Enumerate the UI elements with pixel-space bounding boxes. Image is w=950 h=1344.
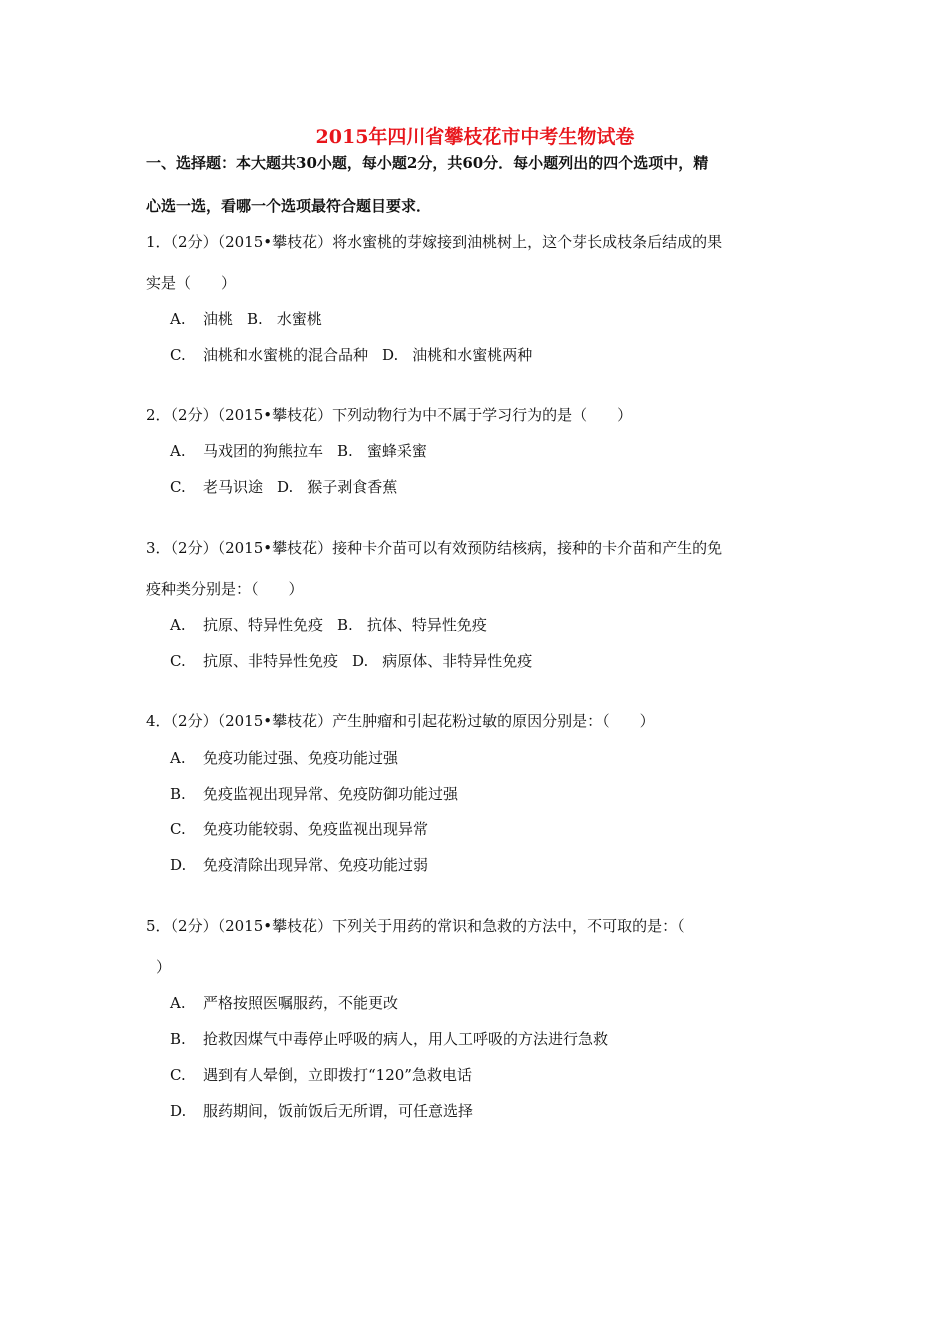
section-instructions-line-1: 一、选择题：本大题共30小题，每小题2分，共60分．每小题列出的四个选项中，精: [146, 154, 709, 172]
option-label: B.: [337, 442, 353, 460]
question-3-stem-cont: 疫种类分别是：（ ）: [146, 580, 304, 598]
option-label: D.: [352, 652, 369, 670]
question-4-option-b: [170, 783, 458, 804]
option-label: A.: [170, 994, 186, 1012]
question-5-stem: 5．（2分）（2015•攀枝花）下列关于用药的常识和急救的方法中，不可取的是：（: [146, 917, 685, 935]
question-4-option-a: [170, 747, 398, 768]
option-text: 油桃: [203, 310, 234, 328]
option-label: A.: [170, 616, 186, 634]
question-4-option-d: [170, 854, 428, 875]
question-5-option-a: [170, 992, 398, 1013]
option-text: 马戏团的狗熊拉车: [203, 442, 324, 460]
option-label: A.: [170, 749, 186, 767]
option-text: 免疫清除出现异常、免疫功能过弱: [203, 856, 429, 874]
option-text: 猴子剥食香蕉: [307, 478, 398, 496]
option-label: A.: [170, 442, 186, 460]
option-label: B.: [247, 310, 263, 328]
option-label: C.: [170, 1066, 186, 1084]
option-label: D.: [382, 346, 399, 364]
option-label: B.: [337, 616, 353, 634]
option-text: 病原体、非特异性免疫: [382, 652, 533, 670]
option-text: 免疫监视出现异常、免疫防御功能过强: [203, 785, 459, 803]
question-2-options-row-2: [170, 476, 397, 497]
option-label: C.: [170, 478, 186, 496]
question-3-stem: 3．（2分）（2015•攀枝花）接种卡介苗可以有效预防结核病，接种的卡介苗和产生的免: [146, 539, 723, 557]
option-text: 抗体、特异性免疫: [366, 616, 487, 634]
exam-title: 2015年四川省攀枝花市中考生物试卷: [315, 126, 635, 148]
question-3-options-row-1: [170, 614, 487, 635]
option-text: 服药期间，饭前饭后无所谓，可任意选择: [203, 1102, 474, 1120]
option-text: 免疫功能较弱、免疫监视出现异常: [203, 820, 429, 838]
question-1-options-row-2: [170, 344, 532, 365]
question-5-option-b: [170, 1028, 608, 1049]
option-label: B.: [170, 785, 186, 803]
question-1-stem-cont: 实是（ ）: [146, 274, 237, 292]
option-label: A.: [170, 310, 186, 328]
question-3-options-row-2: [170, 650, 532, 671]
option-label: C.: [170, 652, 186, 670]
question-2-stem: 2．（2分）（2015•攀枝花）下列动物行为中不属于学习行为的是（ ）: [146, 406, 633, 424]
option-text: 蜜蜂采蜜: [366, 442, 427, 460]
question-2-options-row-1: [170, 440, 427, 461]
option-label: C.: [170, 346, 186, 364]
option-text: 抢救因煤气中毒停止呼吸的病人，用人工呼吸的方法进行急救: [203, 1030, 609, 1048]
section-instructions-line-2: 心选一选，看哪一个选项最符合题目要求．: [146, 197, 432, 215]
option-text: 油桃和水蜜桃的混合品种: [203, 346, 369, 364]
option-text: 油桃和水蜜桃两种: [412, 346, 533, 364]
option-text: 抗原、特异性免疫: [203, 616, 324, 634]
question-1-options-row-1: [170, 308, 322, 329]
option-text: 遇到有人晕倒，立即拨打“120”急救电话: [203, 1066, 472, 1084]
question-4-stem: 4．（2分）（2015•攀枝花）产生肿瘤和引起花粉过敏的原因分别是：（ ）: [146, 712, 655, 730]
option-label: D.: [170, 856, 187, 874]
question-1-stem: 1．（2分）（2015•攀枝花）将水蜜桃的芽嫁接到油桃树上，这个芽长成枝条后结成的果: [146, 233, 723, 251]
option-label: D.: [170, 1102, 187, 1120]
option-text: 严格按照医嘱服药，不能更改: [203, 994, 399, 1012]
option-label: D.: [277, 478, 294, 496]
question-5-stem-cont: ）: [156, 958, 172, 976]
option-label: C.: [170, 820, 186, 838]
option-label: B.: [170, 1030, 186, 1048]
option-text: 老马识途: [203, 478, 264, 496]
option-text: 抗原、非特异性免疫: [203, 652, 339, 670]
question-4-option-c: [170, 818, 428, 839]
option-text: 免疫功能过强、免疫功能过强: [203, 749, 399, 767]
option-text: 水蜜桃: [276, 310, 322, 328]
question-5-option-c: [170, 1064, 472, 1085]
question-5-option-d: [170, 1100, 473, 1121]
